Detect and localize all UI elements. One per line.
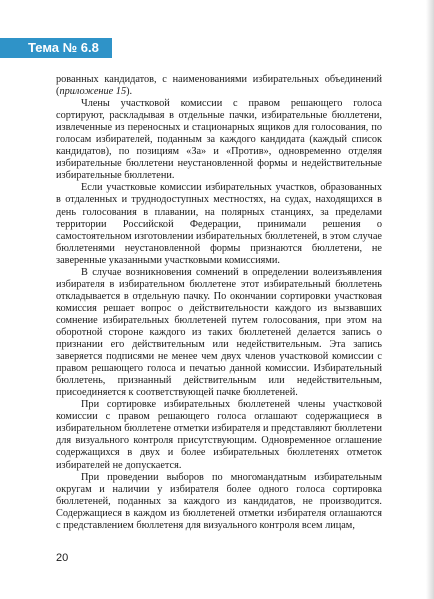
paragraph-doubtful-ballots: В случае возникновения сомнений в определении волеизъявления избирателя в избирательном бюллетене этот избирательный бюллетень откладывается в отдельную пачку. По окончании сортировки участковая комиссия решает вопрос о действительности каждого из вызвавших сомнение избирательных бюллетеней путем голосования, при этом на оборотной стороне каждого из таких бюллетеней делается запись о признании его действительным или недействительным. Эта запись заверяется подписями не менее чем двух членов участковой комиссии с правом решающего голоса и печатью данной комиссии. Избирательный бюллетень, признанный действительным или недействительным, присоединяется к соответствующей пачке бюллетеней. bbox=[56, 266, 382, 399]
page-number: 20 bbox=[56, 552, 69, 564]
paragraph-1-text: рованных кандидатов, с наименованиями избирательных объединений ( bbox=[56, 74, 382, 98]
paragraph-continuation bbox=[56, 74, 382, 98]
paragraph-announcement: При сортировке избирательных бюллетеней члены участковой комиссии с правом решающего голоса оглашают содержащиеся в избирательном бюллетене отметки избирателя и представляют бюллетени для визуального контроля присутствующим. Одновременное оглашение содержащихся в двух и более избирательных бюллетенях отметок избирателей не допускается. bbox=[56, 399, 382, 471]
paragraph-1-end: ). bbox=[126, 86, 133, 98]
appendix-reference: приложение 15 bbox=[59, 86, 127, 98]
paragraph-remote-areas: Если участковые комиссии избирательных участков, образованных в отдаленных и труднодоступных местностях, на судах, находящихся в день голосования в плавании, на полярных станциях, за пределами территории Российской Федерации, принимали решения о самостоятельном изготовлении избирательных бюллетеней, в этом случае бюллетенями неустановленной формы признаются бюллетени, не заверенные указанными участковыми комиссиями. bbox=[56, 182, 382, 266]
topic-label: Тема № 6.8 bbox=[28, 40, 99, 55]
body-text bbox=[56, 74, 382, 532]
paragraph-multimandate: При проведении выборов по многомандатным избирательным округам и наличии у избирателя более одного голоса сортировка бюллетеней, поданных за каждого из кандидатов, не производится. Содержащиеся в каждом из бюллетеней отметки избирателя оглашаются с представлением бюллетеня для визуального контроля всем лицам, bbox=[56, 471, 382, 531]
paragraph-sorting: Члены участковой комиссии с правом решающего голоса сортируют, раскладывая в отдельные пачки, избирательные бюллетени, извлеченные из переносных и стационарных ящиков для голосования, по голосам избирателей, поданным за каждого кандидата (каждый список кандидатов), по позициям «За» и «Против», одновременно отделяя избирательные бюллетени неустановленной формы и недействительные избирательные бюллетени. bbox=[56, 98, 382, 182]
page-edge-shadow bbox=[426, 0, 434, 599]
